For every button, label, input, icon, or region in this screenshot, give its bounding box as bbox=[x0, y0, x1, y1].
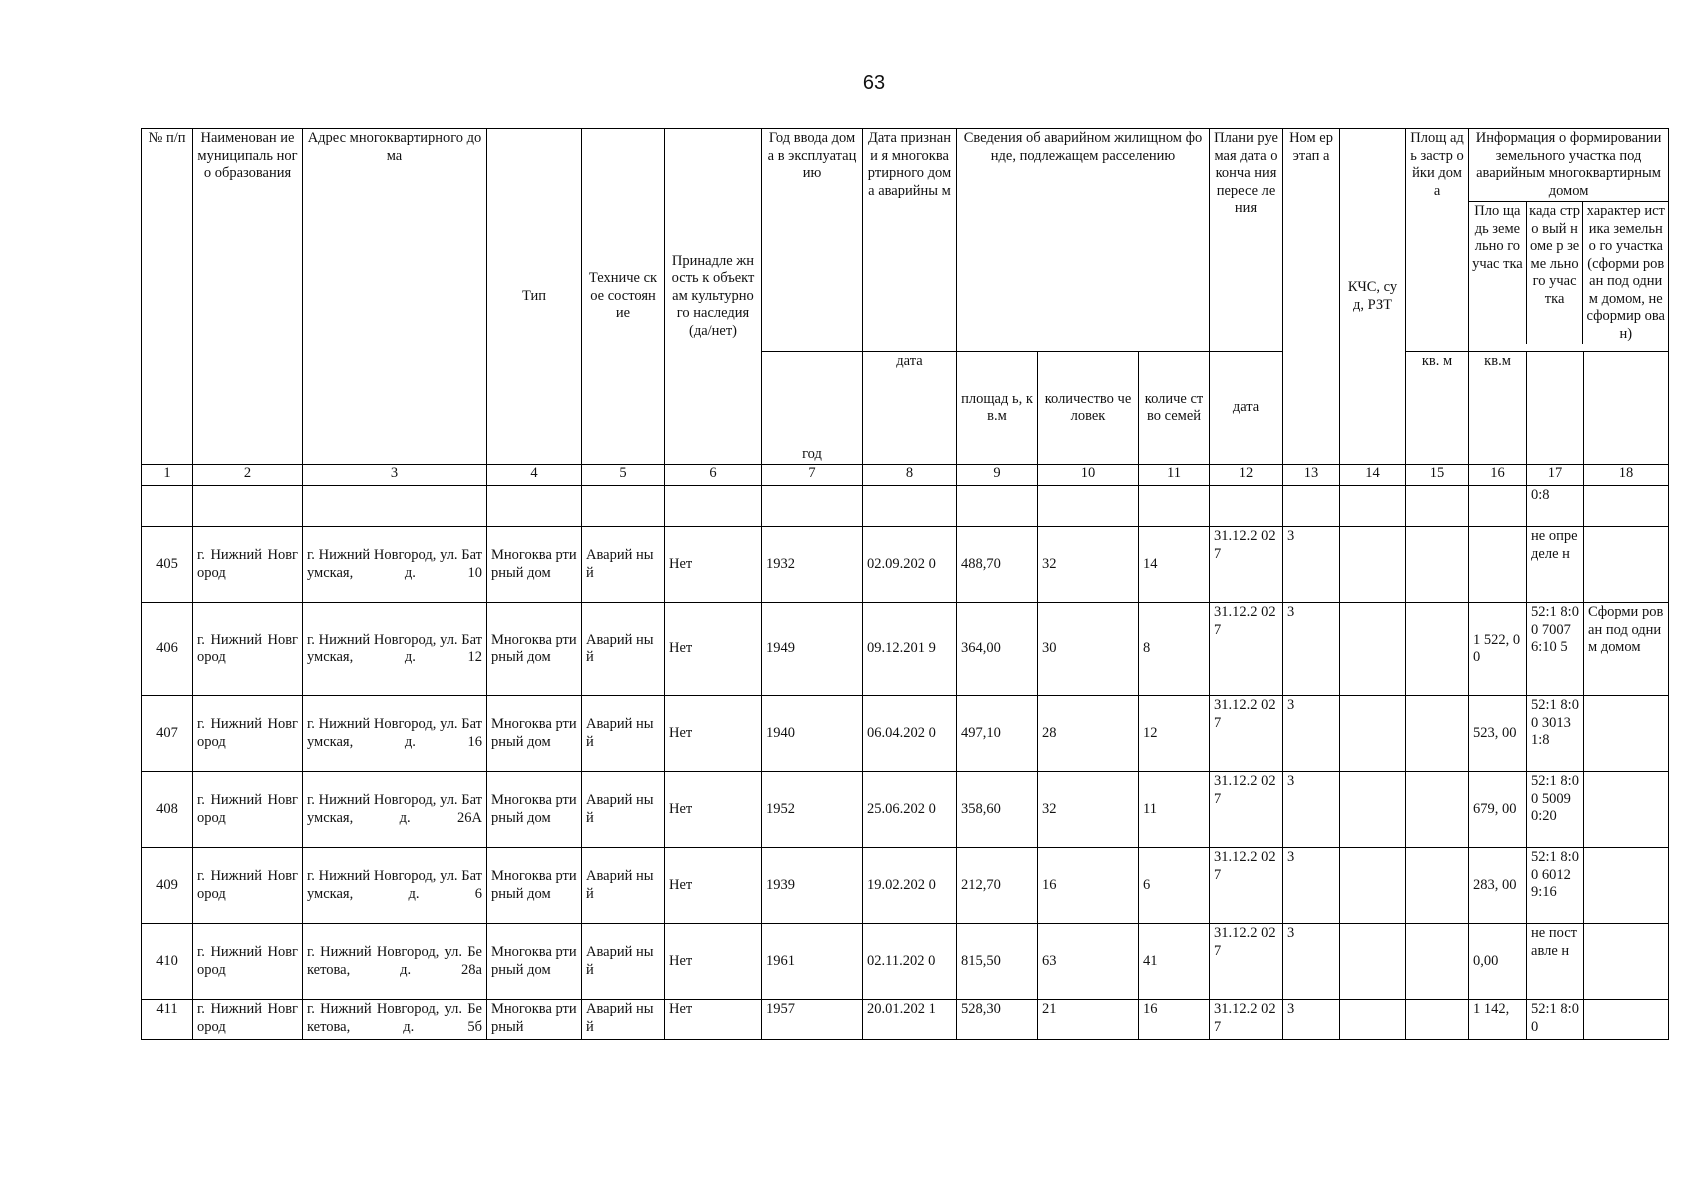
header-planned-date: Плани руемая дата оконча ния пересе ления bbox=[1210, 129, 1283, 352]
column-number-cell: 16 bbox=[1469, 465, 1527, 486]
row-heritage: Нет bbox=[665, 603, 762, 696]
column-number-cell: 15 bbox=[1406, 465, 1469, 486]
row-type: Многоква ртирный bbox=[487, 1000, 582, 1040]
empty-cell bbox=[1340, 486, 1406, 527]
row-kchs bbox=[1340, 696, 1406, 772]
header-num: № п/п bbox=[142, 129, 193, 465]
row-planned-date: 31.12.2 027 bbox=[1210, 696, 1283, 772]
table-row bbox=[142, 603, 1669, 696]
row-condition: Аварий ный bbox=[582, 772, 665, 848]
row-municipality: г. Нижний Новгород bbox=[193, 924, 303, 1000]
row-land-area bbox=[1469, 527, 1527, 603]
header-planned-date-unit: дата bbox=[1210, 352, 1283, 465]
header-land-char: характер истика земельно го участка (сформи рован под одним домом, не сформир ован) bbox=[1586, 203, 1665, 342]
row-type: Многоква ртирный дом bbox=[487, 603, 582, 696]
row-built-area bbox=[1406, 1000, 1469, 1040]
row-kchs bbox=[1340, 603, 1406, 696]
row-stage: 3 bbox=[1283, 527, 1340, 603]
header-type: Тип bbox=[487, 129, 582, 465]
row-year: 1957 bbox=[762, 1000, 863, 1040]
row-people: 32 bbox=[1038, 772, 1139, 848]
row-land-characteristic bbox=[1584, 696, 1669, 772]
row-heritage: Нет bbox=[665, 848, 762, 924]
row-people: 28 bbox=[1038, 696, 1139, 772]
row-planned-date: 31.12.2 027 bbox=[1210, 527, 1283, 603]
header-area: площад ь, кв.м bbox=[957, 352, 1038, 465]
row-land-area: 523, 00 bbox=[1469, 696, 1527, 772]
row-heritage: Нет bbox=[665, 772, 762, 848]
row-year: 1939 bbox=[762, 848, 863, 924]
row-heritage: Нет bbox=[665, 1000, 762, 1040]
row-address: г. Нижний Новгород, ул. Бекетова, д. 5б bbox=[303, 1000, 487, 1040]
table-row bbox=[142, 924, 1669, 1000]
row-area: 497,10 bbox=[957, 696, 1038, 772]
row-land-characteristic bbox=[1584, 527, 1669, 603]
row-recognition-date: 20.01.202 1 bbox=[863, 1000, 957, 1040]
header-built-area: Площ адь застр ойки дома bbox=[1406, 129, 1469, 352]
column-number-cell: 9 bbox=[957, 465, 1038, 486]
row-number: 410 bbox=[142, 924, 193, 1000]
row-area: 815,50 bbox=[957, 924, 1038, 1000]
row-municipality: г. Нижний Новгород bbox=[193, 1000, 303, 1040]
row-type: Многоква ртирный дом bbox=[487, 924, 582, 1000]
row-stage: 3 bbox=[1283, 924, 1340, 1000]
column-number-cell: 11 bbox=[1139, 465, 1210, 486]
row-condition: Аварий ный bbox=[582, 848, 665, 924]
row-planned-date: 31.12.2 027 bbox=[1210, 848, 1283, 924]
empty-cell bbox=[1038, 486, 1139, 527]
row-condition: Аварий ный bbox=[582, 924, 665, 1000]
column-number-cell: 13 bbox=[1283, 465, 1340, 486]
row-cadastral: 52:1 8:00 7007 6:10 5 bbox=[1527, 603, 1584, 696]
row-kchs bbox=[1340, 772, 1406, 848]
row-built-area bbox=[1406, 603, 1469, 696]
row-address: г. Нижний Новгород, ул. Бекетова, д. 28а bbox=[303, 924, 487, 1000]
empty-cell bbox=[762, 486, 863, 527]
row-land-characteristic: Сформи рован под одним домом bbox=[1584, 603, 1669, 696]
row-municipality: г. Нижний Новгород bbox=[193, 527, 303, 603]
row-kchs bbox=[1340, 1000, 1406, 1040]
row-type: Многоква ртирный дом bbox=[487, 848, 582, 924]
row-land-area: 283, 00 bbox=[1469, 848, 1527, 924]
header-land-plot-group bbox=[1469, 129, 1669, 352]
empty-cell bbox=[863, 486, 957, 527]
row-municipality: г. Нижний Новгород bbox=[193, 848, 303, 924]
column-number-cell: 14 bbox=[1340, 465, 1406, 486]
row-planned-date: 31.12.2 027 bbox=[1210, 1000, 1283, 1040]
row-cadastral: 52:1 8:00 6012 9:16 bbox=[1527, 848, 1584, 924]
row-people: 32 bbox=[1038, 527, 1139, 603]
empty-cell bbox=[193, 486, 303, 527]
row-stage: 3 bbox=[1283, 1000, 1340, 1040]
row-type: Многоква ртирный дом bbox=[487, 527, 582, 603]
empty-cell bbox=[303, 486, 487, 527]
row-condition: Аварий ный bbox=[582, 1000, 665, 1040]
row-municipality: г. Нижний Новгород bbox=[193, 772, 303, 848]
header-land-area: Пло щадь земе льно го учас тка bbox=[1469, 202, 1527, 344]
row-land-characteristic bbox=[1584, 1000, 1669, 1040]
row-heritage: Нет bbox=[665, 924, 762, 1000]
empty-cell bbox=[665, 486, 762, 527]
header-municipality: Наименован ие муниципаль ного образования bbox=[193, 129, 303, 465]
column-number-cell: 5 bbox=[582, 465, 665, 486]
row-stage: 3 bbox=[1283, 848, 1340, 924]
row-type: Многоква ртирный дом bbox=[487, 772, 582, 848]
column-number-cell: 7 bbox=[762, 465, 863, 486]
row-families: 16 bbox=[1139, 1000, 1210, 1040]
row-year: 1961 bbox=[762, 924, 863, 1000]
empty-cell bbox=[582, 486, 665, 527]
header-people: количество человек bbox=[1038, 352, 1139, 465]
column-number-cell: 10 bbox=[1038, 465, 1139, 486]
column-number-cell: 3 bbox=[303, 465, 487, 486]
header-row-main bbox=[142, 129, 1669, 352]
row-address: г. Нижний Новгород, ул. Батумская, д. 6 bbox=[303, 848, 487, 924]
header-cadastral: када стро вый номе р земе льно го учас тка bbox=[1527, 202, 1584, 344]
empty-cell bbox=[957, 486, 1038, 527]
row-area: 488,70 bbox=[957, 527, 1038, 603]
header-land-char-lower bbox=[1584, 352, 1669, 465]
housing-registry-table bbox=[141, 128, 1669, 1040]
row-number: 406 bbox=[142, 603, 193, 696]
row-area: 212,70 bbox=[957, 848, 1038, 924]
header-address: Адрес многоквартирного дома bbox=[303, 129, 487, 465]
row-number: 409 bbox=[142, 848, 193, 924]
empty-cell bbox=[1210, 486, 1283, 527]
header-land-area-unit: кв.м bbox=[1469, 352, 1527, 465]
carry-over-cadastral: 0:8 bbox=[1527, 486, 1584, 527]
row-recognition-date: 02.09.202 0 bbox=[863, 527, 957, 603]
row-area: 358,60 bbox=[957, 772, 1038, 848]
table-row bbox=[142, 772, 1669, 848]
row-planned-date: 31.12.2 027 bbox=[1210, 772, 1283, 848]
empty-cell bbox=[1469, 486, 1527, 527]
column-number-cell: 1 bbox=[142, 465, 193, 486]
row-cadastral: 52:1 8:00 5009 0:20 bbox=[1527, 772, 1584, 848]
header-kchs: КЧС, суд, РЗТ bbox=[1340, 129, 1406, 465]
header-heritage: Принадле жность к объектам культурно го наследия (да/нет) bbox=[665, 129, 762, 465]
column-number-cell: 4 bbox=[487, 465, 582, 486]
row-built-area bbox=[1406, 772, 1469, 848]
header-built-area-unit: кв. м bbox=[1406, 352, 1469, 465]
header-year: Год ввода дома в эксплуатац ию bbox=[762, 129, 863, 352]
row-built-area bbox=[1406, 527, 1469, 603]
page-number: 63 bbox=[862, 72, 886, 94]
row-built-area bbox=[1406, 924, 1469, 1000]
header-land-plot-group-title: Информация о формировании земельного участка под аварийным многоквартирным домом bbox=[1469, 129, 1668, 202]
row-planned-date: 31.12.2 027 bbox=[1210, 603, 1283, 696]
row-kchs bbox=[1340, 527, 1406, 603]
row-land-area: 1 142, bbox=[1469, 1000, 1527, 1040]
row-people: 21 bbox=[1038, 1000, 1139, 1040]
carry-over-row bbox=[142, 486, 1669, 527]
row-condition: Аварий ный bbox=[582, 603, 665, 696]
header-year-unit: год bbox=[762, 352, 863, 465]
empty-cell bbox=[1139, 486, 1210, 527]
row-heritage: Нет bbox=[665, 696, 762, 772]
row-address: г. Нижний Новгород, ул. Батумская, д. 16 bbox=[303, 696, 487, 772]
row-cadastral: 52:1 8:00 3013 1:8 bbox=[1527, 696, 1584, 772]
table-row bbox=[142, 696, 1669, 772]
row-families: 14 bbox=[1139, 527, 1210, 603]
column-number-cell: 6 bbox=[665, 465, 762, 486]
row-year: 1940 bbox=[762, 696, 863, 772]
row-condition: Аварий ный bbox=[582, 696, 665, 772]
row-land-area: 0,00 bbox=[1469, 924, 1527, 1000]
row-land-area: 1 522, 00 bbox=[1469, 603, 1527, 696]
row-cadastral: 52:1 8:00 bbox=[1527, 1000, 1584, 1040]
row-land-characteristic bbox=[1584, 848, 1669, 924]
row-built-area bbox=[1406, 848, 1469, 924]
row-recognition-date: 02.11.202 0 bbox=[863, 924, 957, 1000]
row-number: 411 bbox=[142, 1000, 193, 1040]
row-people: 16 bbox=[1038, 848, 1139, 924]
row-land-characteristic bbox=[1584, 772, 1669, 848]
column-number-cell: 2 bbox=[193, 465, 303, 486]
row-families: 8 bbox=[1139, 603, 1210, 696]
header-recognition-date: Дата признани я многоква ртирного дома аварийны м bbox=[863, 129, 957, 352]
row-families: 12 bbox=[1139, 696, 1210, 772]
row-recognition-date: 19.02.202 0 bbox=[863, 848, 957, 924]
row-number: 408 bbox=[142, 772, 193, 848]
row-number: 405 bbox=[142, 527, 193, 603]
row-kchs bbox=[1340, 848, 1406, 924]
row-built-area bbox=[1406, 696, 1469, 772]
row-address: г. Нижний Новгород, ул. Батумская, д. 10 bbox=[303, 527, 487, 603]
row-address: г. Нижний Новгород, ул. Батумская, д. 26А bbox=[303, 772, 487, 848]
empty-cell bbox=[487, 486, 582, 527]
row-condition: Аварий ный bbox=[582, 527, 665, 603]
row-area: 364,00 bbox=[957, 603, 1038, 696]
row-number: 407 bbox=[142, 696, 193, 772]
empty-cell bbox=[1406, 486, 1469, 527]
row-municipality: г. Нижний Новгород bbox=[193, 696, 303, 772]
row-heritage: Нет bbox=[665, 527, 762, 603]
empty-cell bbox=[1283, 486, 1340, 527]
row-recognition-date: 25.06.202 0 bbox=[863, 772, 957, 848]
row-land-area: 679, 00 bbox=[1469, 772, 1527, 848]
header-condition: Техниче ское состоян ие bbox=[582, 129, 665, 465]
table-row bbox=[142, 1000, 1669, 1040]
header-emergency-housing-group: Сведения об аварийном жилищном фонде, подлежащем расселению bbox=[957, 129, 1210, 352]
header-cadastral-lower bbox=[1527, 352, 1584, 465]
row-people: 30 bbox=[1038, 603, 1139, 696]
row-land-characteristic bbox=[1584, 924, 1669, 1000]
column-number-cell: 17 bbox=[1527, 465, 1584, 486]
column-number-cell: 8 bbox=[863, 465, 957, 486]
empty-cell bbox=[142, 486, 193, 527]
column-number-cell: 12 bbox=[1210, 465, 1283, 486]
empty-cell bbox=[1584, 486, 1669, 527]
row-area: 528,30 bbox=[957, 1000, 1038, 1040]
row-year: 1952 bbox=[762, 772, 863, 848]
row-recognition-date: 06.04.202 0 bbox=[863, 696, 957, 772]
header-families: количе ство семей bbox=[1139, 352, 1210, 465]
row-people: 63 bbox=[1038, 924, 1139, 1000]
row-stage: 3 bbox=[1283, 603, 1340, 696]
row-year: 1932 bbox=[762, 527, 863, 603]
row-stage: 3 bbox=[1283, 696, 1340, 772]
table-row bbox=[142, 527, 1669, 603]
row-cadastral: не пост авле н bbox=[1527, 924, 1584, 1000]
row-stage: 3 bbox=[1283, 772, 1340, 848]
column-number-row bbox=[142, 465, 1669, 486]
row-families: 6 bbox=[1139, 848, 1210, 924]
row-cadastral: не опре деле н bbox=[1527, 527, 1584, 603]
row-recognition-date: 09.12.201 9 bbox=[863, 603, 957, 696]
row-kchs bbox=[1340, 924, 1406, 1000]
row-families: 41 bbox=[1139, 924, 1210, 1000]
row-type: Многоква ртирный дом bbox=[487, 696, 582, 772]
row-address: г. Нижний Новгород, ул. Батумская, д. 12 bbox=[303, 603, 487, 696]
header-date-unit: дата bbox=[863, 352, 957, 465]
row-year: 1949 bbox=[762, 603, 863, 696]
row-planned-date: 31.12.2 027 bbox=[1210, 924, 1283, 1000]
header-stage: Ном ер этап а bbox=[1283, 129, 1340, 465]
column-number-cell: 18 bbox=[1584, 465, 1669, 486]
row-municipality: г. Нижний Новгород bbox=[193, 603, 303, 696]
row-families: 11 bbox=[1139, 772, 1210, 848]
table-row bbox=[142, 848, 1669, 924]
